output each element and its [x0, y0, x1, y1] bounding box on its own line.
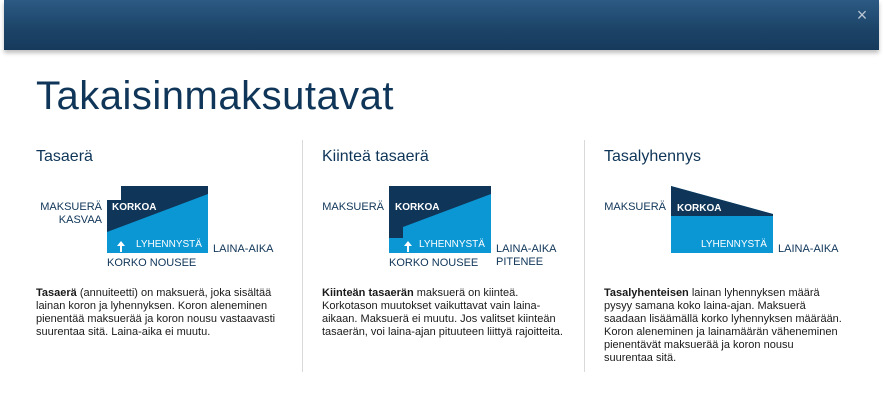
header-bar [4, 0, 879, 50]
close-icon: × [856, 5, 868, 25]
column-heading: Kiinteä tasaerä [322, 148, 429, 165]
laina-aika-label: LAINA-AIKA [213, 243, 274, 255]
maksuera-label: MAKSUERÄ [604, 201, 666, 213]
korko-nousee-label: KORKO NOUSEE [107, 257, 197, 269]
maksuera-label: MAKSUERÄ KASVAA [40, 201, 102, 226]
korkoa-label: KORKOA [395, 202, 440, 213]
lyhennysta-label: LYHENNYSTÄ [136, 239, 202, 250]
column-divider [584, 140, 585, 372]
lyhennysta-label: LYHENNYSTÄ [701, 239, 767, 250]
maksuera-label: MAKSUERÄ [322, 201, 384, 213]
korko-nousee-label: KORKO NOUSEE [389, 257, 479, 269]
close-button[interactable] [853, 6, 871, 24]
page-title: Takaisinmaksutavat [36, 74, 395, 118]
tasalyhennys-description: Tasalyhenteisen lainan lyhennyksen määrä pysyy samana koko laina-ajan. Maksuerä saadaan lisäämällä korko lyhennyksen määrään. Koron aleneminen ja lainamäärän väheneminen pienentävät maksuerää ja koron nousu suurentaa sitä. [604, 287, 842, 364]
laina-aika-label: LAINA-AIKA PITENEE [496, 243, 557, 268]
column-divider [302, 140, 303, 372]
kiintea-tasaera-description: Kiinteän tasaerän maksuerä on kiinteä. Korkotason muutokset vaikuttavat vain laina-aikaan. Maksuerä ei muutu. Jos valitset kiinteän tasaerän, voi laina-ajan pituuteen liittyä rajoitteita. [322, 287, 563, 338]
column-heading: Tasalyhennys [604, 148, 701, 165]
korkoa-label: KORKOA [112, 202, 157, 213]
laina-aika-label: LAINA-AIKA [778, 243, 839, 255]
column-heading: Tasaerä [36, 148, 93, 165]
korkoa-label: KORKOA [677, 203, 722, 214]
tasaera-description: Tasaerä (annuiteetti) on maksuerä, joka sisältää lainan koron ja lyhennyksen. Koron aleneminen pienentää maksuerää ja koron nousu vastaavasti suurentaa sitä. Laina-aika ei muutu. [36, 287, 276, 338]
lyhennysta-label: LYHENNYSTÄ [419, 239, 485, 250]
